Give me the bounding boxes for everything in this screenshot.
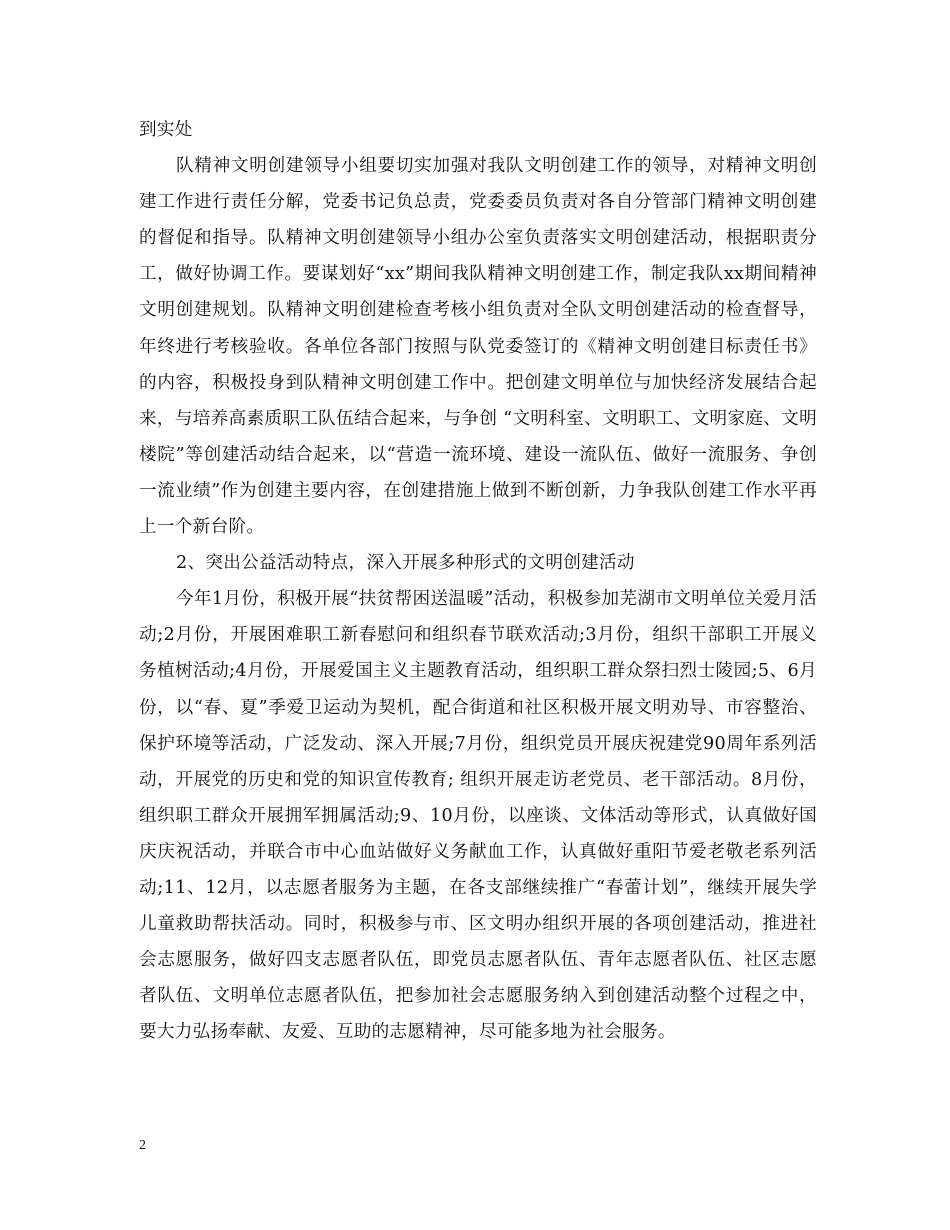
paragraph-continuation: 到实处 [139,120,193,140]
paragraph-leadership: 队精神文明创建领导小组要切实加强对我队文明创建工作的领导，对精神文明创建工作进行责任分解，党委书记负总责，党委委员负责对各自分管部门精神文明创建的督促和指导。队精神文明创建领导小组办公室负责落实文明创建活动，根据职责分工，做好协调工作。要谋划好“xx”期间我队精神文明创建工作，制定我队xx期间精神文明创建规划。队精神文明创建检查考核小组负责对全队文明创建活动的检查督导，年终进行考核验收。各单位各部门按照与队党委签订的《精神文明创建目标责任书》的内容，积极投身到队精神文明创建工作中。把创建文明单位与加快经济发展结合起来，与培养高素质职工队伍结合起来，与争创 “文明科室、文明职工、文明家庭、文明楼院”等创建活动结合起来，以“营造一流环境、建设一流队伍、做好一流服务、争创一流业绩”作为创建主要内容，在创建措施上做到不断创新，力争我队创建工作水平再上一个新台阶。 [139,156,817,538]
paragraph-activities: 今年1月份，积极开展“扶贫帮困送温暖”活动，积极参加芜湖市文明单位关爱月活动;2月份，开展困难职工新春慰问和组织春节联欢活动;3月份，组织干部职工开展义务植树活动;4月份，开展爱国主义主题教育活动，组织职工群众祭扫烈士陵园;5、6月份，以“春、夏”季爱卫运动为契机，配合街道和社区积极开展文明劝导、市容整治、保护环境等活动，广泛发动、深入开展;7月份，组织党员开展庆祝建党90周年系列活动，开展党的历史和党的知识宣传教育; 组织开展走访老党员、老干部活动。8月份，组织职工群众开展拥军拥属活动;9、10月份，以座谈、文体活动等形式，认真做好国庆庆祝活动，并联合市中心血站做好义务献血工作，认真做好重阳节爱老敬老系列活动;11、12月，以志愿者服务为主题，在各支部继续推广“春蕾计划”，继续开展失学儿童救助帮扶活动。同时，积极参与市、区文明办组织开展的各项创建活动，推进社会志愿服务，做好四支志愿者队伍，即党员志愿者队伍、青年志愿者队伍、社区志愿者队伍、文明单位志愿者队伍，把参加社会志愿服务纳入到创建活动整个过程之中，要大力弘扬奉献、友爱、互助的志愿精神，尽可能多地为社会服务。 [139,589,817,1043]
section-heading: 2、突出公益活动特点，深入开展多种形式的文明创建活动 [175,553,635,574]
document-body [139,112,817,1050]
page-number: 2 [139,1138,146,1153]
